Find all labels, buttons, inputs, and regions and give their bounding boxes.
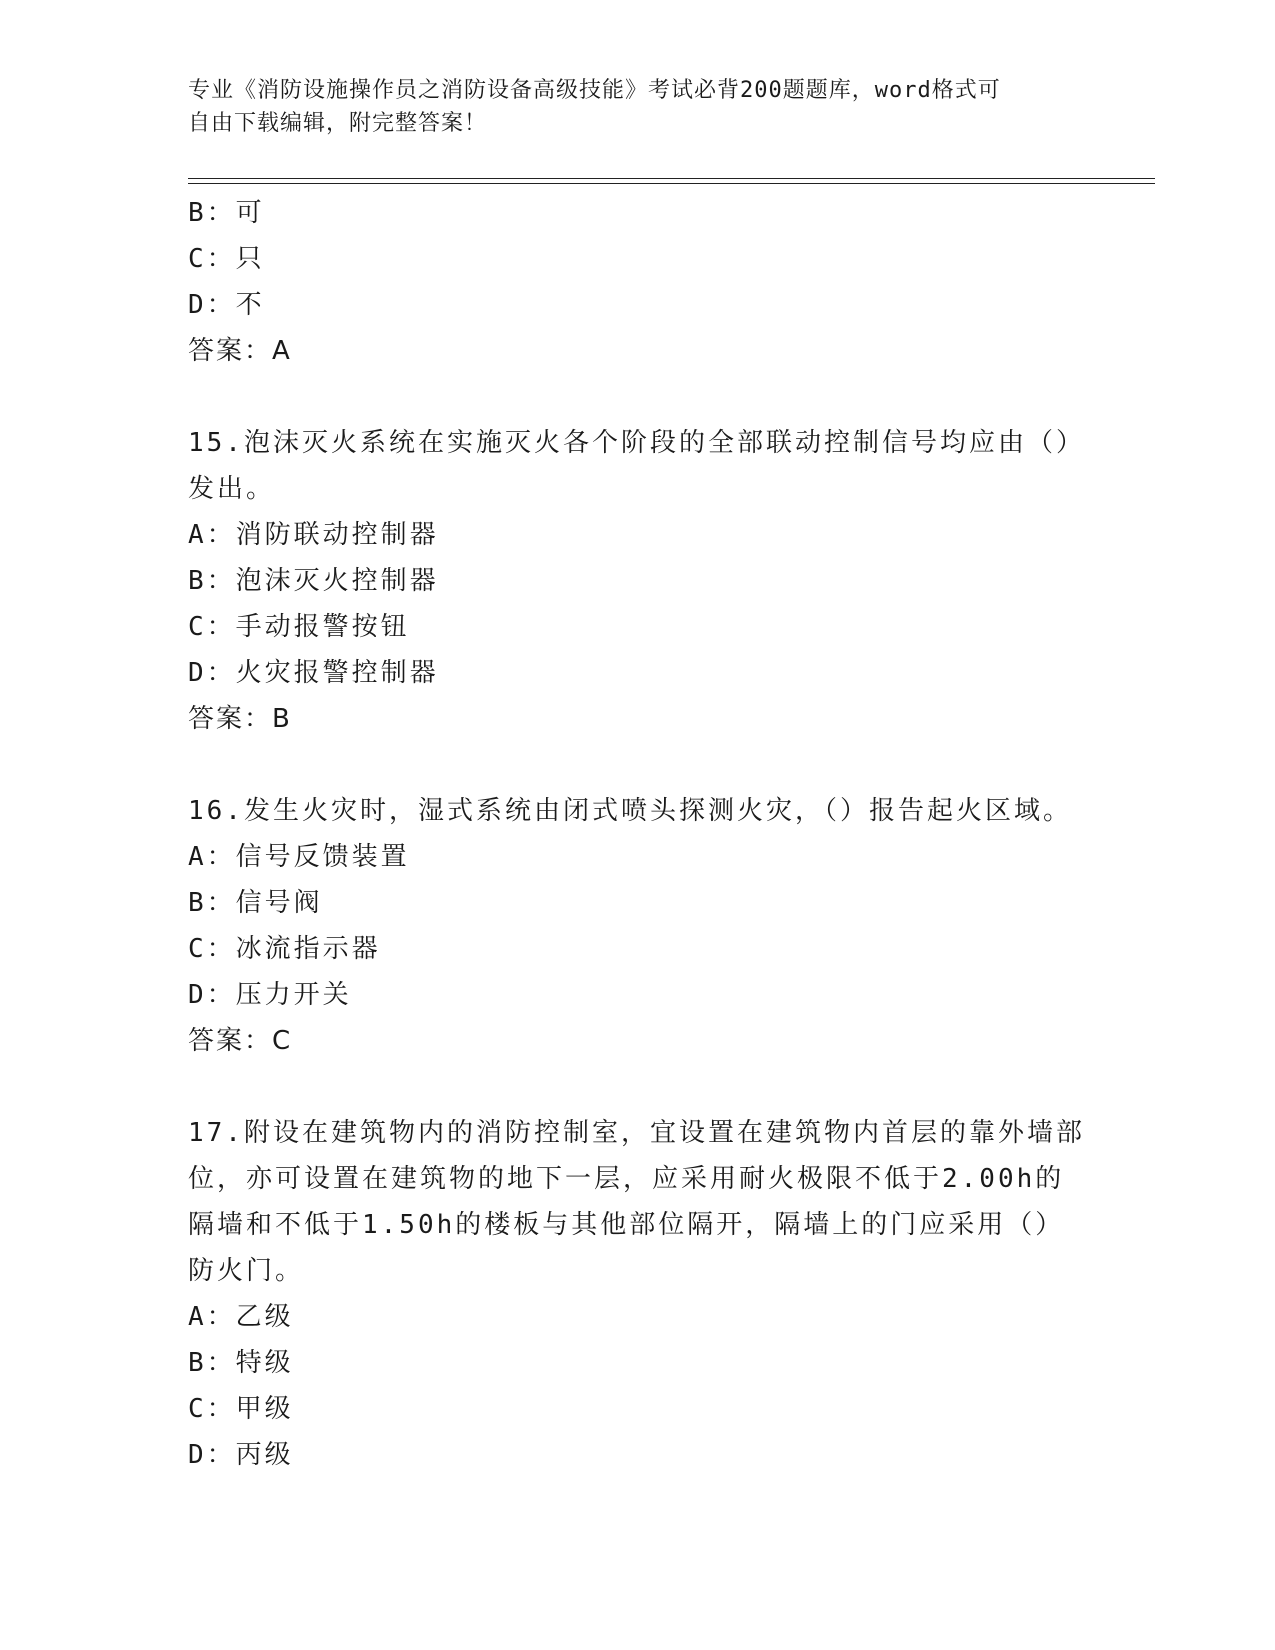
question-15 xyxy=(188,420,1088,742)
spacer xyxy=(188,1064,1088,1110)
option-c: C：冰流指示器 xyxy=(188,934,381,964)
header-title-line-2: 自由下载编辑，附完整答案！ xyxy=(188,111,488,136)
option-d: D：压力开关 xyxy=(188,980,352,1010)
option-d: D：火灾报警控制器 xyxy=(188,658,439,688)
question-14-tail xyxy=(188,190,1088,374)
header-title-line-1: 专业《消防设施操作员之消防设备高级技能》考试必背200题题库，word格式可 xyxy=(188,78,1001,103)
answer-line: 答案：C xyxy=(188,1026,293,1056)
answer-line: 答案：B xyxy=(188,704,292,734)
question-stem-line: 16.发生火灾时，湿式系统由闭式喷头探测火灾，（）报告起火区域。 xyxy=(188,796,1072,826)
option-c: C：只 xyxy=(188,244,265,274)
answer-line: 答案：A xyxy=(188,336,292,366)
option-d: D：不 xyxy=(188,290,265,320)
question-stem-line: 防火门。 xyxy=(188,1256,305,1286)
option-b: B：泡沫灭火控制器 xyxy=(188,566,439,596)
option-a: A：乙级 xyxy=(188,1302,294,1332)
question-content xyxy=(188,190,1088,1478)
spacer xyxy=(188,374,1088,420)
question-stem-line: 隔墙和不低于1.50h的楼板与其他部位隔开，隔墙上的门应采用（） xyxy=(188,1210,1065,1240)
option-a: A：信号反馈装置 xyxy=(188,842,410,872)
option-a: A：消防联动控制器 xyxy=(188,520,439,550)
question-stem-line: 位，亦可设置在建筑物的地下一层，应采用耐火极限不低于2.00h的 xyxy=(188,1164,1065,1194)
document-header xyxy=(188,74,1068,140)
spacer xyxy=(188,742,1088,788)
option-b: B：特级 xyxy=(188,1348,294,1378)
question-stem-line: 发出。 xyxy=(188,474,276,504)
option-d: D：丙级 xyxy=(188,1440,294,1470)
question-stem-line: 15.泡沫灭火系统在实施灭火各个阶段的全部联动控制信号均应由（） xyxy=(188,428,1085,458)
header-divider xyxy=(188,178,1155,184)
option-c: C：手动报警按钮 xyxy=(188,612,410,642)
question-16 xyxy=(188,788,1088,1064)
option-b: B：可 xyxy=(188,198,265,228)
question-stem-line: 17.附设在建筑物内的消防控制室，宜设置在建筑物内首层的靠外墙部 xyxy=(188,1118,1085,1148)
question-17 xyxy=(188,1110,1088,1478)
option-b: B：信号阀 xyxy=(188,888,323,918)
option-c: C：甲级 xyxy=(188,1394,294,1424)
